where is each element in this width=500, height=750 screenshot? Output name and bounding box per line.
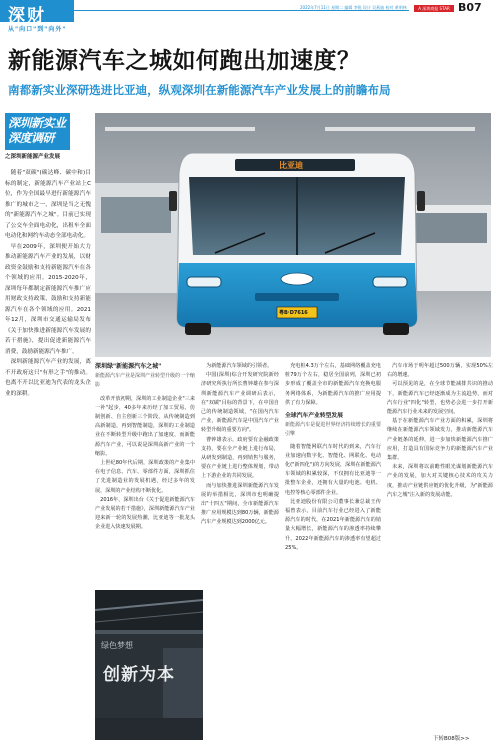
left-paragraph-2: 早在2009年，深圳便开始大力推动新能源汽车产业的发展，以财政资金鼓励和支持新能源汽车在各个领域的应用。2015-2020年，深圳每年都制定新能源汽车推广应用财政支持政策，鼓励和支持新能源汽车在各个领域的应用。2021年12月，深圳市交通运输局发布《关于加快推进新能源汽车发展的若干措施》，提出促进新能源汽车消费，鼓励新能源汽车推广。 [5, 243, 91, 355]
column-label-line2: 深度调研 [8, 131, 55, 145]
page-number: B07 [458, 1, 482, 14]
column-label-line1: 深圳新实业 [8, 116, 66, 130]
main-photo-bus [95, 113, 491, 357]
col2-paragraph-4: 而与加快推进深圳新能源汽车发展的举措相比，深圳市也明确提出"十四五"期间，全市新能源汽车推广应用规模达到80万辆，新能源汽车产业规模达到2000亿元。 [201, 482, 279, 526]
col3-paragraph-3: 比亚迪股份有限公司董事长兼总裁王传福曾表示，目前汽车行业已经进入了新能源汽车的时代，在2021年新能源汽车的销量大幅增长，新能源汽车的渗透率持续攀升，2022年新能源汽车的渗透率有望超过25%。 [285, 498, 381, 551]
left-paragraph-1: 随着"双碳"(碳达峰、碳中和)目标的制定，新能源汽车产业站上C位，作为全国最早进行新能源汽车推广的城市之一，深圳是当之无愧的"新能源汽车之城"。目前已实现了公交车全面电动化，出租车全面电动化和网约车动态全部电动化。 [5, 170, 91, 239]
masthead-badge [414, 5, 454, 12]
bus-plate-number: 粤B·D7616 [279, 310, 308, 316]
date-line: 2022年7月11日 星期二 编辑 李锐 设计 吴燕迪 校对 黄明林 [300, 5, 407, 10]
col1-paragraph-3: 2016年，深圳出台《关于促进新能源汽车产业发展的若干措施》，深圳新能源汽车产业迎来新一轮的发展热潮，比亚迪等一批龙头企业进入快速发展期。 [95, 496, 195, 531]
col2-paragraph-2: 中国(深圳)综合开发研究院新经济研究所执行所长曹钟雄在参与深圳新能源汽车产业调研后表示，在"双碳"目标的背景下，在中国自己的传统制造领域，"在国内汽车产业，新能源汽车是中国汽车产业转型升级的重要方向"。 [201, 372, 279, 434]
wall-side-text: 绿色梦想 [101, 641, 133, 650]
badge-text: A 深圳商报 STAR [418, 6, 450, 11]
column-label [5, 113, 70, 150]
section-kicker-1: 深圳绿"新能源汽车之城" [95, 363, 162, 370]
section-deck-1: 新能源汽车产业是深圳产业转型升级的一个缩影 [95, 373, 196, 389]
headline: 新能源汽车之城如何跑出加速度？ [8, 48, 361, 74]
column-caption: 之深圳新能源产业发展 [5, 154, 61, 160]
col4-paragraph-1: 汽车市场于明年超过500万辆，实现50%左右的增速。 [387, 363, 493, 379]
bus-destination-sign: 比亚迪 [279, 161, 303, 170]
col2-paragraph-3: 曹钟雄表示，政府要有金融政策支持，要在全产业链上进行布局，从研发到制造，再到销售与服务，要在产业链上进行整体规划，带动上下游企业的共同发展。 [201, 436, 279, 480]
body-column-3 [285, 362, 381, 553]
col1-paragraph-1: 改革开放初期，深圳的工业制造企业"三来一补"起步，40多年来历经了加工贸易、仿制创新、自主创新三个阶段，从传统制造到高新制造，再到智能制造，深圳的工业制造业在不断转型升级中跑出了加速度，而新能源汽车产业，可以说是深圳高新产业的一个缩影。 [95, 395, 195, 457]
continued-on-page[interactable]: 下转B08版>> [433, 736, 470, 742]
col3-paragraph-2: 随着智能网联汽车时代的到来，汽车行业加速向数字化、智能化、网联化、电动化("新四化")的方向发展，深圳在新能源汽车领域的积累较深，不仅拥有比亚迪等一批整车企业，还拥有大量的电池、电机、电控等核心零部件企业。 [285, 443, 381, 496]
bottom-photo-signage [95, 590, 203, 740]
col4-paragraph-4: 未来，深圳将以前瞻性眼光谋划新能源汽车产业的发展，加大对关键核心技术的攻关力度，推动产业链供应链的优化升级，为"新能源汽车之城"注入新的发展动能。 [387, 464, 493, 498]
column-label-text [8, 116, 66, 146]
col4-paragraph-2: 可以预见的是，在全球节能减排共识的推动下，新能源汽车已经逐渐成为主流趋势，而对汽车行业"四化"转型，也势必会进一步打开新能源汽车行业未来的发展空间。 [387, 381, 493, 416]
body-column-2 [201, 362, 279, 528]
section-slogan: 从"向口"到"向外" [8, 26, 67, 33]
col1-paragraph-2: 上世纪80年代后期，深圳政策的产业集中在电子信息、汽车、零部件方面，深圳抓住了先进制造业的发展机遇，经过多年的发展，深圳的产业结构不断优化。 [95, 460, 195, 494]
bus-illustration [95, 113, 491, 357]
masthead [0, 0, 500, 34]
section-heading-global: 全球汽车产业转型发展 [285, 413, 343, 420]
section-title: 深财 [8, 6, 46, 26]
subhead: 南都新实业深研选进比亚迪，纵观深圳在新能源汽车产业发展上的前瞻布局 [8, 83, 391, 97]
body-column-1 [95, 362, 195, 533]
body-column-4 [387, 362, 493, 500]
left-column [5, 168, 91, 399]
col2-paragraph-1: 为新能源汽车领域的引领者。 [206, 363, 273, 369]
section-deck-global: 新能源汽车是促进世界经济持续增长的重要引擎 [285, 422, 381, 438]
section-title-block [0, 0, 74, 26]
left-paragraph-3: 深圳新能源汽车产业的发展，离不开政府这只"有形之手"的推动。也离不开以比亚迪为代表的龙头企业的深耕。 [5, 359, 91, 397]
wall-signage: 创新为本 [103, 665, 175, 685]
col4-paragraph-3: 基于在新能源汽车产业方面的积累，深圳将继续在新能源汽车领域发力，推动新能源汽车产业链条的延伸，进一步加快新能源汽车推广应用，打造具有国际竞争力的新能源汽车产业集群。 [387, 418, 493, 462]
col3-paragraph-1: 充电桩4.3万个左右，基础网络覆盖充电桩79万个左右，稳居全国前列，深圳已初步形成了覆盖全市的新能源汽车充换电服务网络体系，为新能源汽车的推广应用提供了有力保障。 [285, 363, 381, 406]
